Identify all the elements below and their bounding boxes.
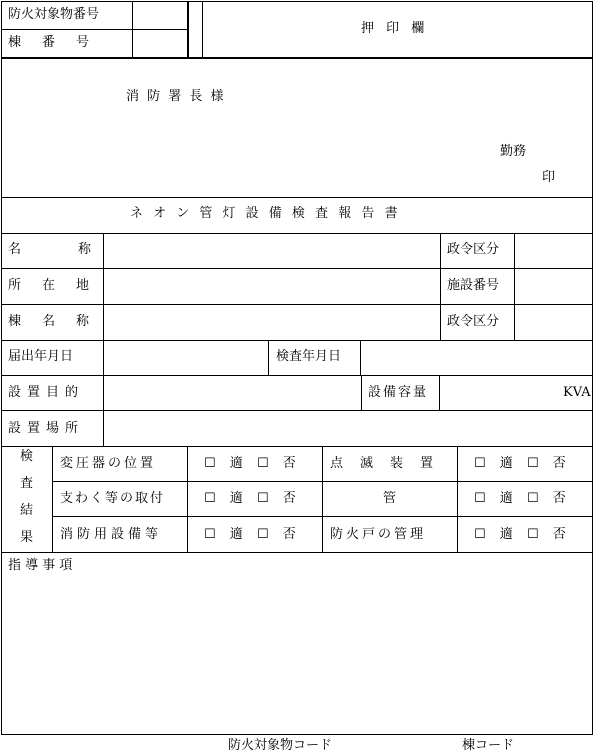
capacity-field[interactable] <box>441 377 559 409</box>
ok-label: 適 <box>499 491 513 506</box>
capacity-label: 設備容量 <box>368 385 429 400</box>
transformer-position-label: 変圧器の位置 <box>60 456 157 471</box>
col-line <box>439 375 440 410</box>
col-line <box>103 233 104 446</box>
tube-label: 管 <box>383 491 397 506</box>
results-side-label-2: 査 <box>20 476 34 491</box>
row-line <box>1 375 593 376</box>
guidance-field[interactable] <box>3 576 591 733</box>
results-side-label-3: 結 <box>20 503 34 518</box>
row-line <box>1 340 593 341</box>
checkbox-ng[interactable]: ☐ <box>256 456 269 471</box>
fire-object-number-label: 防火対象物番号 <box>8 7 100 22</box>
results-bottom-line <box>1 552 593 553</box>
name-label: 名 称 <box>8 242 93 257</box>
installation-place-field[interactable] <box>105 412 592 445</box>
fire-object-number-field[interactable] <box>133 2 187 29</box>
capacity-unit: KVA <box>563 385 591 400</box>
ok-label: 適 <box>499 527 513 542</box>
flasher-ok <box>474 456 566 472</box>
purpose-label: 設置目的 <box>8 385 85 400</box>
ordinance-class-field[interactable] <box>516 235 592 267</box>
checkbox-ng[interactable]: ☐ <box>526 491 539 506</box>
title-top-line <box>1 197 593 198</box>
fire-door-ok <box>474 527 566 543</box>
building-name-field[interactable] <box>105 306 439 339</box>
flasher-label: 点 滅 装 置 <box>330 456 436 471</box>
notification-date-field[interactable] <box>105 342 267 374</box>
checkbox-ok[interactable]: ☐ <box>204 456 216 471</box>
checkbox-ng[interactable]: ☐ <box>526 456 539 471</box>
checkbox-ok[interactable]: ☐ <box>474 527 486 542</box>
checkbox-ok[interactable]: ☐ <box>204 491 216 506</box>
checkbox-ng[interactable]: ☐ <box>256 491 269 506</box>
results-side-label-4: 果 <box>20 530 34 545</box>
duty-label: 勤務 <box>500 144 527 159</box>
fire-equipment-ok <box>204 527 296 543</box>
inspection-date-field[interactable] <box>362 342 592 374</box>
checkbox-ng[interactable]: ☐ <box>526 527 539 542</box>
results-col-line <box>187 446 188 552</box>
frame-mount-ok <box>204 491 296 507</box>
results-side-label-1: 検 <box>20 449 34 464</box>
checkbox-ok[interactable]: ☐ <box>204 527 216 542</box>
row-line <box>1 268 593 269</box>
ng-label: 否 <box>552 456 566 471</box>
stamp-box-spacer <box>188 1 203 58</box>
transformer-ok <box>204 456 296 472</box>
frame-mount-label: 支わく等の取付 <box>60 491 166 506</box>
ng-label: 否 <box>552 527 566 542</box>
title-bottom-line <box>1 233 593 234</box>
results-col-line <box>457 446 458 552</box>
inspection-date-label: 検査年月日 <box>276 349 342 364</box>
ok-label: 適 <box>229 491 243 506</box>
fire-object-code-label: 防火対象物コード <box>228 738 333 753</box>
results-side-line <box>52 446 53 552</box>
col-line <box>268 340 269 375</box>
ordinance-class-label-2: 政令区分 <box>447 314 500 329</box>
col-line <box>361 375 362 410</box>
notification-date-label: 届出年月日 <box>8 349 74 364</box>
location-label: 所 在 地 <box>8 278 94 293</box>
installation-place-label: 設置場所 <box>8 421 85 436</box>
checkbox-ok[interactable]: ☐ <box>474 456 486 471</box>
checkbox-ok[interactable]: ☐ <box>474 491 486 506</box>
ng-label: 否 <box>282 491 296 506</box>
ordinance-class-label: 政令区分 <box>447 242 500 257</box>
ordinance-class-field-2[interactable] <box>516 306 592 339</box>
tube-ok <box>474 491 566 507</box>
location-field[interactable] <box>105 270 439 303</box>
row-line <box>1 304 593 305</box>
fire-door-label: 防火戸の管理 <box>330 527 427 542</box>
building-number-field[interactable] <box>133 30 187 57</box>
ng-label: 否 <box>282 527 296 542</box>
col-line <box>360 340 361 375</box>
results-col-line <box>322 446 323 552</box>
seal-label: 印 <box>542 170 556 185</box>
ng-label: 否 <box>552 491 566 506</box>
col-line <box>440 233 441 340</box>
ng-label: 否 <box>282 456 296 471</box>
col-line <box>514 233 515 340</box>
building-name-label: 棟 名 称 <box>8 314 94 329</box>
name-field[interactable] <box>105 235 439 267</box>
checkbox-ng[interactable]: ☐ <box>256 527 269 542</box>
report-title: ネ オ ン 管 灯 設 備 検 査 報 告 書 <box>130 206 401 221</box>
row-line <box>1 446 593 447</box>
ok-label: 適 <box>229 527 243 542</box>
building-number-label: 棟 番 号 <box>8 35 94 50</box>
recipient-label: 消 防 署 長 様 <box>126 89 226 104</box>
row-line <box>1 410 593 411</box>
ok-label: 適 <box>499 456 513 471</box>
guidance-label: 指 導 事 項 <box>8 558 73 573</box>
facility-number-field[interactable] <box>516 270 592 303</box>
facility-number-label: 施設番号 <box>447 278 500 293</box>
fire-equipment-label: 消防用設備等 <box>60 527 163 542</box>
ok-label: 適 <box>229 456 243 471</box>
purpose-field[interactable] <box>105 377 360 409</box>
stamp-label: 押 印 欄 <box>361 21 429 36</box>
building-code-label: 棟コード <box>462 738 515 753</box>
